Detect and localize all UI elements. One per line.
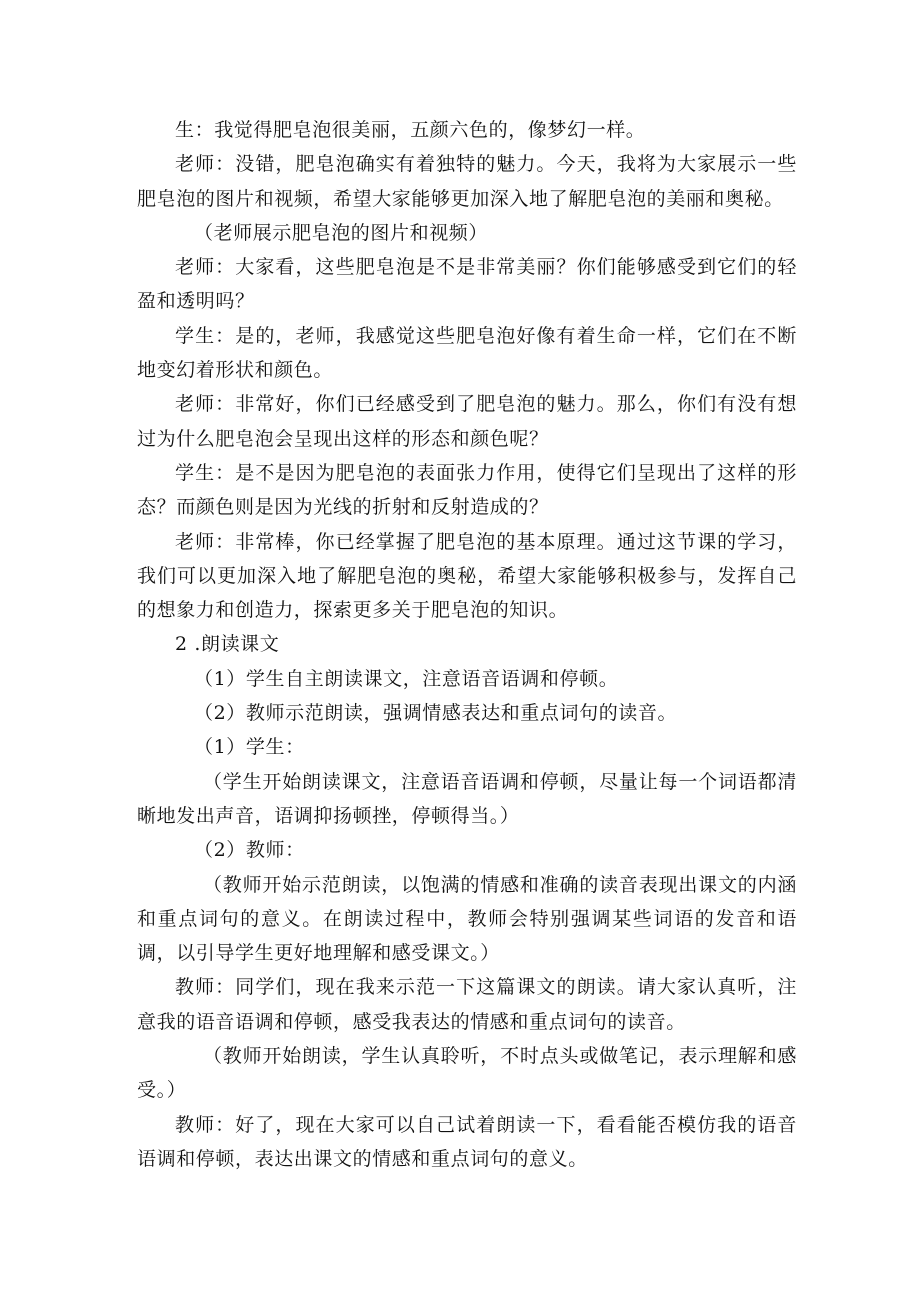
paragraph: 生：我觉得肥皂泡很美丽，五颜六色的，像梦幻一样。 xyxy=(175,119,646,141)
document-body xyxy=(137,113,797,1176)
list-item: （2）教师： xyxy=(194,839,305,862)
list-item: （1）学生： xyxy=(194,736,305,759)
paragraph: （老师展示肥皂泡的图片和视频） xyxy=(194,221,489,244)
paragraph: （学生开始朗读课文，注意语音语调和停顿，尽量让每一个词语都清晰地发出声音，语调抑扬顿挫，停顿得当。） xyxy=(137,770,797,827)
list-item: （1）学生自主朗读课文，注意语音语调和停顿。 xyxy=(194,667,619,690)
paragraph: 学生：是的，老师，我感觉这些肥皂泡好像有着生命一样，它们在不断地变幻着形状和颜色。 xyxy=(137,324,797,382)
paragraph: （教师开始朗读，学生认真聆听，不时点头或做笔记，表示理解和感受。） xyxy=(137,1045,797,1102)
paragraph: 学生：是不是因为肥皂泡的表面张力作用，使得它们呈现出了这样的形态？而颜色则是因为光线的折射和反射造成的？ xyxy=(137,461,797,519)
paragraph: 老师：没错，肥皂泡确实有着独特的魅力。今天，我将为大家展示一些肥皂泡的图片和视频，希望大家能够更加深入地了解肥皂泡的美丽和奥秘。 xyxy=(137,153,797,210)
paragraph: 教师：好了，现在大家可以自己试着朗读一下，看看能否模仿我的语音语调和停顿，表达出课文的情感和重点词句的意义。 xyxy=(137,1113,797,1170)
paragraph: （教师开始示范朗读，以饱满的情感和准确的读音表现出课文的内涵和重点词句的意义。在朗读过程中，教师会特别强调某些词语的发音和语调，以引导学生更好地理解和感受课文。） xyxy=(137,873,797,965)
section-heading: 2 .朗读课文 xyxy=(175,633,280,656)
list-item: （2）教师示范朗读，强调情感表达和重点词句的读音。 xyxy=(194,702,678,725)
paragraph: 老师：非常好，你们已经感受到了肥皂泡的魅力。那么，你们有没有想过为什么肥皂泡会呈现出这样的形态和颜色呢？ xyxy=(137,393,797,450)
paragraph: 老师：大家看，这些肥皂泡是不是非常美丽？你们能够感受到它们的轻盈和透明吗？ xyxy=(137,256,797,313)
paragraph: 老师：非常棒，你已经掌握了肥皂泡的基本原理。通过这节课的学习，我们可以更加深入地了解肥皂泡的奥秘，希望大家能够积极参与，发挥自己的想象力和创造力，探索更多关于肥皂泡的知识。 xyxy=(137,530,797,622)
paragraph: 教师：同学们，现在我来示范一下这篇课文的朗读。请大家认真听，注意我的语音语调和停顿，感受我表达的情感和重点词句的读音。 xyxy=(137,976,797,1033)
